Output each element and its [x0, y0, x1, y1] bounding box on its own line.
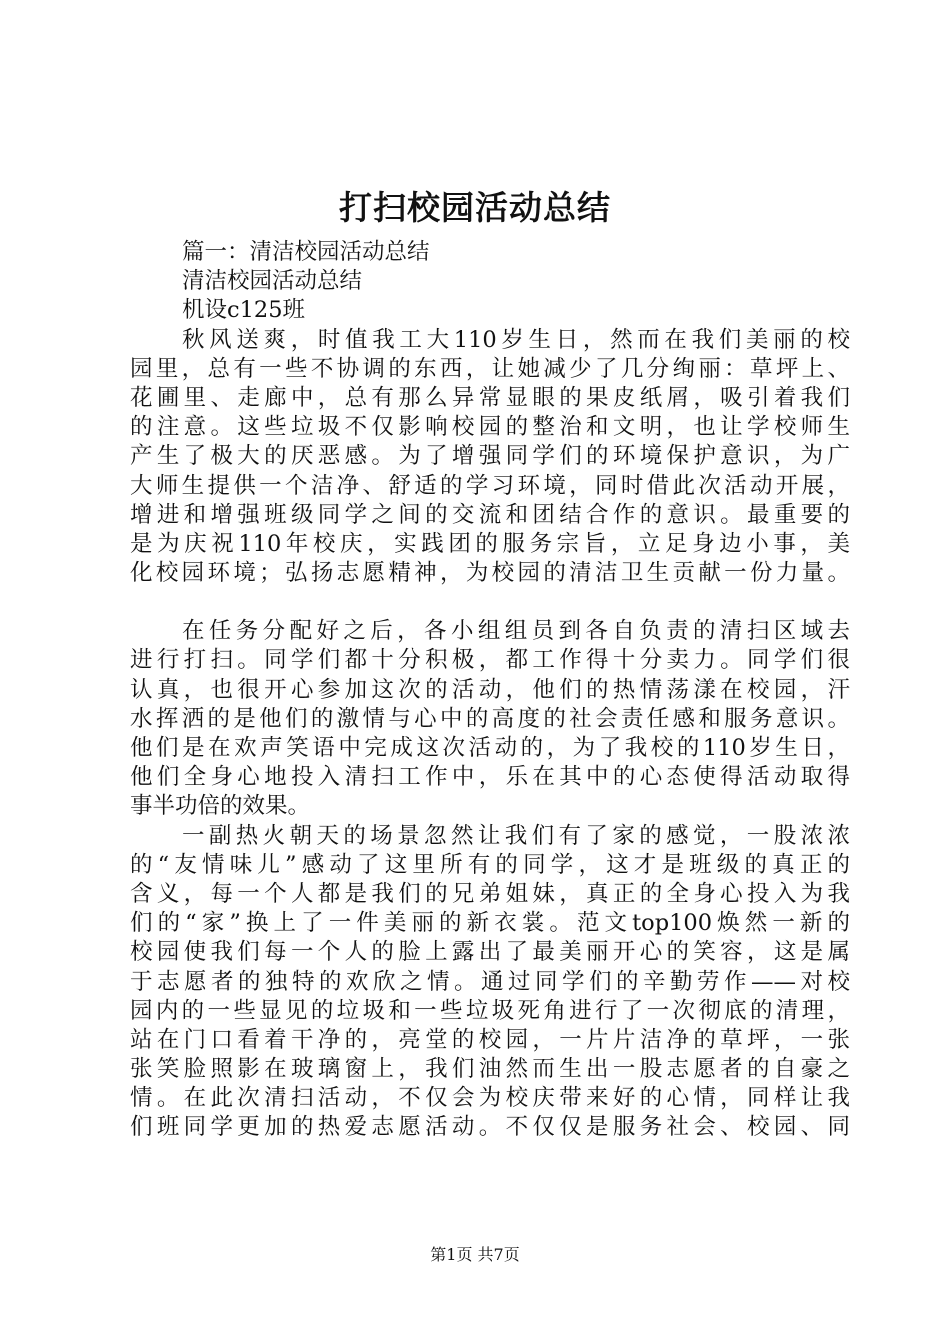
subtitle: 清洁校园活动总结 [182, 268, 363, 295]
text-line: 的注意。这些垃圾不仅影响校园的整治和文明，也让学校师生 [130, 414, 850, 441]
text-line: 含义，每一个人都是我们的兄弟姐妹，真正的全身心投入为我 [130, 880, 850, 907]
text-line: 他们全身心地投入清扫工作中，乐在其中的心态使得活动取得 [130, 764, 850, 791]
text-line: 事半功倍的效果。 [130, 793, 311, 820]
text-line: 园里，总有一些不协调的东西，让她减少了几分绚丽：草坪上、 [130, 355, 850, 382]
paragraph-gap [130, 588, 850, 617]
text-line: 园内的一些显见的垃圾和一些垃圾死角进行了一次彻底的清理， [130, 997, 850, 1024]
text-line: 产生了极大的厌恶感。为了增强同学们的环境保护意识，为广 [130, 443, 850, 470]
text-line: 化校园环境；弘扬志愿精神，为校园的清洁卫生贡献一份力量。 [130, 560, 850, 587]
text-line: 是为庆祝110年校庆，实践团的服务宗旨，立足身边小事，美 [130, 530, 850, 557]
section-heading: 篇一：清洁校园活动总结 [182, 239, 430, 265]
text-line: 花圃里、走廊中，总有那么异常显眼的果皮纸屑，吸引着我们 [130, 384, 850, 411]
text-line: 校园使我们每一个人的脸上露出了最美丽开心的笑容，这是属 [130, 939, 850, 966]
paragraph-3 [130, 822, 850, 1143]
paragraph-1 [130, 326, 850, 589]
document-body [130, 238, 850, 1143]
text-line: 情。在此次清扫活动，不仅会为校庆带来好的心情，同样让我 [130, 1085, 850, 1112]
text-line: 秋风送爽，时值我工大110岁生日，然而在我们美丽的校 [182, 326, 850, 353]
document-title: 打扫校园活动总结 [339, 188, 611, 227]
text-line: 们的“家”换上了一件美丽的新衣裳。范文top100焕然一新的 [130, 910, 850, 937]
class-name: 机设c125班 [182, 297, 306, 324]
text-line: 们班同学更加的热爱志愿活动。不仅仅是服务社会、校园、同 [130, 1114, 850, 1141]
page-number-footer: 第1页 共7页 [430, 1245, 520, 1264]
text-line: 水挥洒的是他们的激情与心中的高度的社会责任感和服务意识。 [130, 705, 850, 732]
text-line: 他们是在欢声笑语中完成这次活动的，为了我校的110岁生日， [130, 735, 850, 761]
text-line: 的“友情味儿”感动了这里所有的同学，这才是班级的真正的 [130, 851, 850, 878]
text-line: 站在门口看着干净的，亮堂的校园，一片片洁净的草坪，一张 [130, 1026, 850, 1053]
text-line: 一副热火朝天的场景忽然让我们有了家的感觉，一股浓浓 [182, 822, 850, 849]
text-line: 认真，也很开心参加这次的活动，他们的热情荡漾在校园，汗 [130, 676, 850, 703]
text-line: 进行打扫。同学们都十分积极，都工作得十分卖力。同学们很 [130, 647, 850, 674]
text-line: 于志愿者的独特的欢欣之情。通过同学们的辛勤劳作——对校 [130, 968, 850, 995]
text-line: 大师生提供一个洁净、舒适的学习环境，同时借此次活动开展， [130, 472, 850, 499]
text-line: 增进和增强班级同学之间的交流和团结合作的意识。最重要的 [130, 501, 850, 528]
text-line: 张笑脸照影在玻璃窗上，我们油然而生出一股志愿者的自豪之 [130, 1056, 850, 1083]
paragraph-2 [130, 617, 850, 821]
text-line: 在任务分配好之后，各小组组员到各自负责的清扫区域去 [182, 618, 850, 645]
